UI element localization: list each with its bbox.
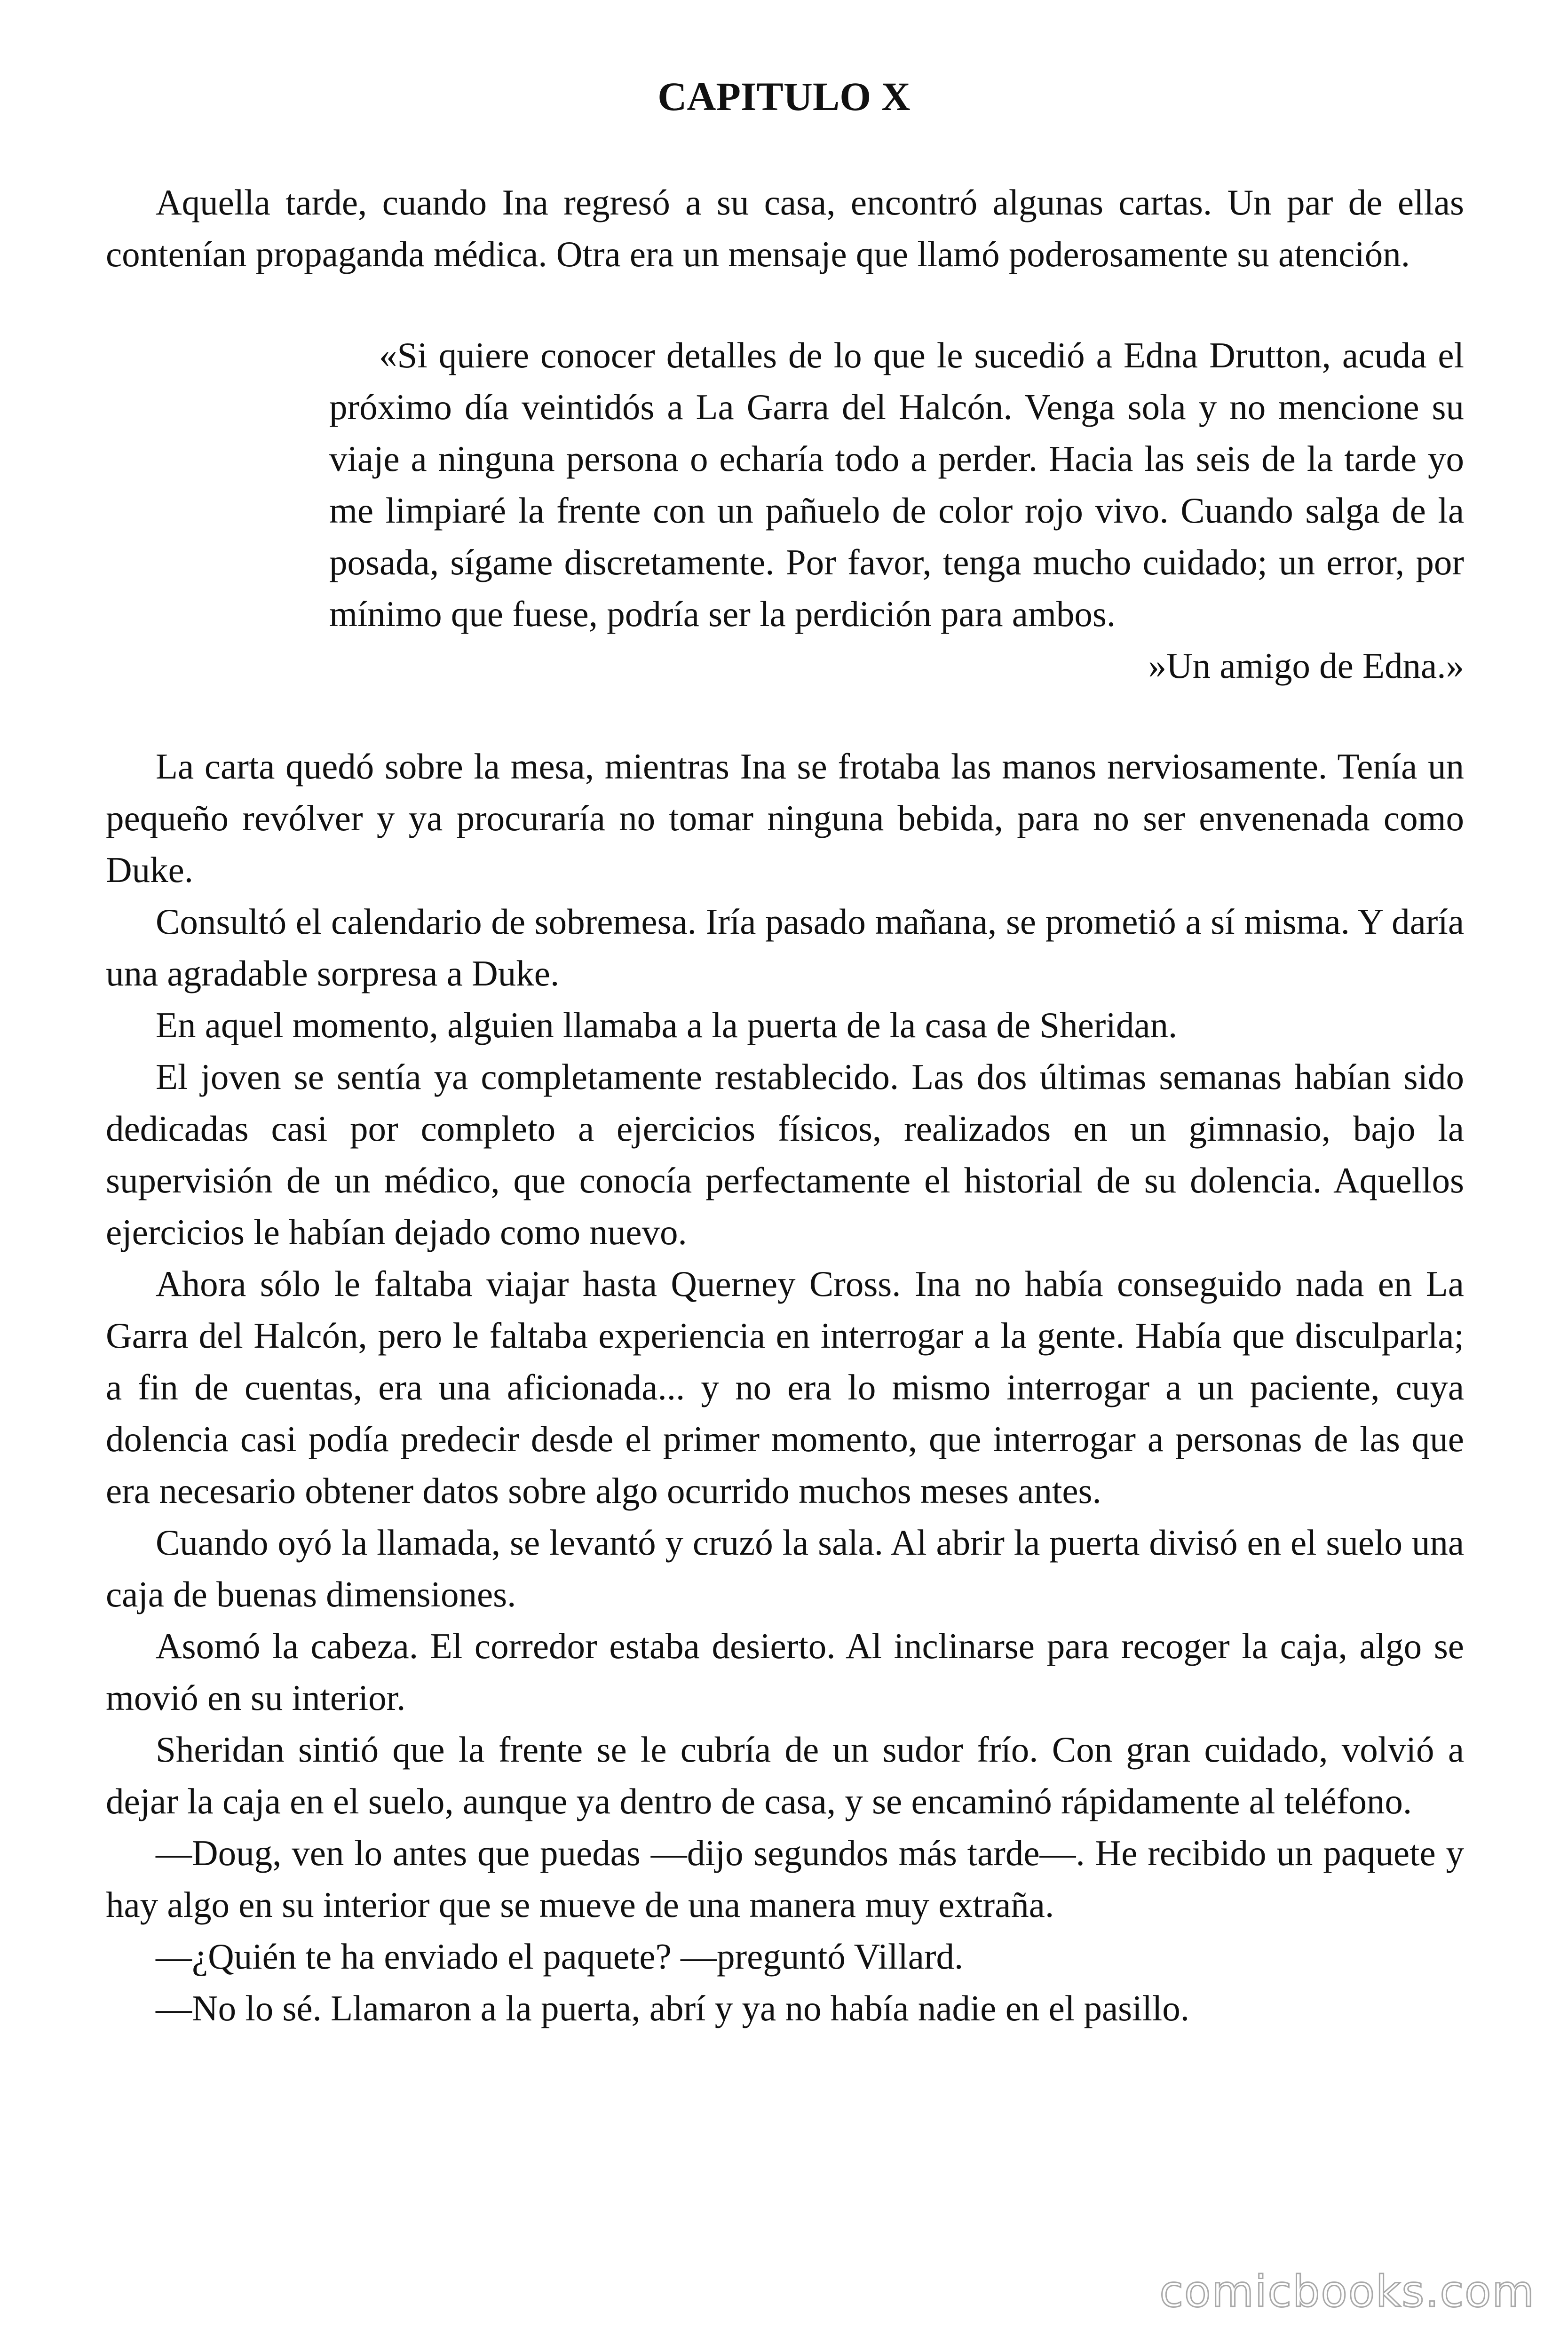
paragraph: En aquel momento, alguien llamaba a la puerta de la casa de Sheridan.: [156, 1005, 1178, 1045]
watermark: comicbooks.com: [1159, 2266, 1535, 2317]
paragraph: Ahora sólo le faltaba viajar hasta Querney Cross. Ina no había conseguido nada en La Garra del Halcón, pero le faltaba experiencia en interrogar a la gente. Había que disculparla; a fin de cuentas, era una aficionada... y no era lo mismo interrogar a un paciente, cuya dolencia casi podía predecir desde el primer momento, que interrogar a personas de las que era necesario obtener datos sobre algo ocurrido muchos meses antes.: [106, 1263, 1464, 1511]
paragraph: Asomó la cabeza. El corredor estaba desierto. Al inclinarse para recoger la caja, algo se movió en su interior.: [106, 1626, 1464, 1718]
chapter-title: CAPITULO X: [657, 74, 911, 119]
chapter-body: [106, 176, 1464, 2034]
dialogue-line: —¿Quién te ha enviado el paquete? —preguntó Villard.: [156, 1936, 964, 1977]
paragraph: El joven se sentía ya completamente restablecido. Las dos últimas semanas habían sido dedicadas casi por completo a ejercicios físicos, realizados en un gimnasio, bajo la supervisión de un médico, que conocía perfectamente el historial de su dolencia. Aquellos ejercicios le habían dejado como nuevo.: [106, 1057, 1464, 1252]
paragraph: La carta quedó sobre la mesa, mientras Ina se frotaba las manos nerviosamente. Tenía un pequeño revólver y ya procuraría no tomar ninguna bebida, para no ser envenenada como Duke.: [106, 746, 1464, 890]
paragraph: Sheridan sintió que la frente se le cubría de un sudor frío. Con gran cuidado, volvió a dejar la caja en el suelo, aunque ya dentro de casa, y se encaminó rápidamente al teléfono.: [106, 1729, 1464, 1821]
letter-signature: »Un amigo de Edna.»: [1148, 645, 1464, 686]
dialogue-line: —Doug, ven lo antes que puedas —dijo segundos más tarde—. He recibido un paquete y hay algo en su interior que se mueve de una manera muy extraña.: [106, 1833, 1464, 1925]
paragraph-intro: Aquella tarde, cuando Ina regresó a su casa, encontró algunas cartas. Un par de ellas contenían propaganda médica. Otra era un mensaje que llamó poderosamente su atención.: [106, 182, 1464, 274]
letter-body: «Si quiere conocer detalles de lo que le sucedió a Edna Drutton, acuda el próximo día veintidós a La Garra del Halcón. Venga sola y no mencione su viaje a ninguna persona o echaría todo a perder. Hacia las seis de la tarde yo me limpiaré la frente con un pañuelo de color rojo vivo. Cuando salga de la posada, sígame discretamente. Por favor, tenga mucho cuidado; un error, por mínimo que fuese, podría ser la perdición para ambos.: [329, 335, 1464, 634]
dialogue-line: —No lo sé. Llamaron a la puerta, abrí y ya no había nadie en el pasillo.: [156, 1988, 1190, 2028]
paragraph: Consultó el calendario de sobremesa. Iría pasado mañana, se prometió a sí misma. Y daría una agradable sorpresa a Duke.: [106, 901, 1464, 993]
paragraph: Cuando oyó la llamada, se levantó y cruzó la sala. Al abrir la puerta divisó en el suelo una caja de buenas dimensiones.: [106, 1522, 1464, 1614]
letter-quote: [329, 329, 1464, 691]
